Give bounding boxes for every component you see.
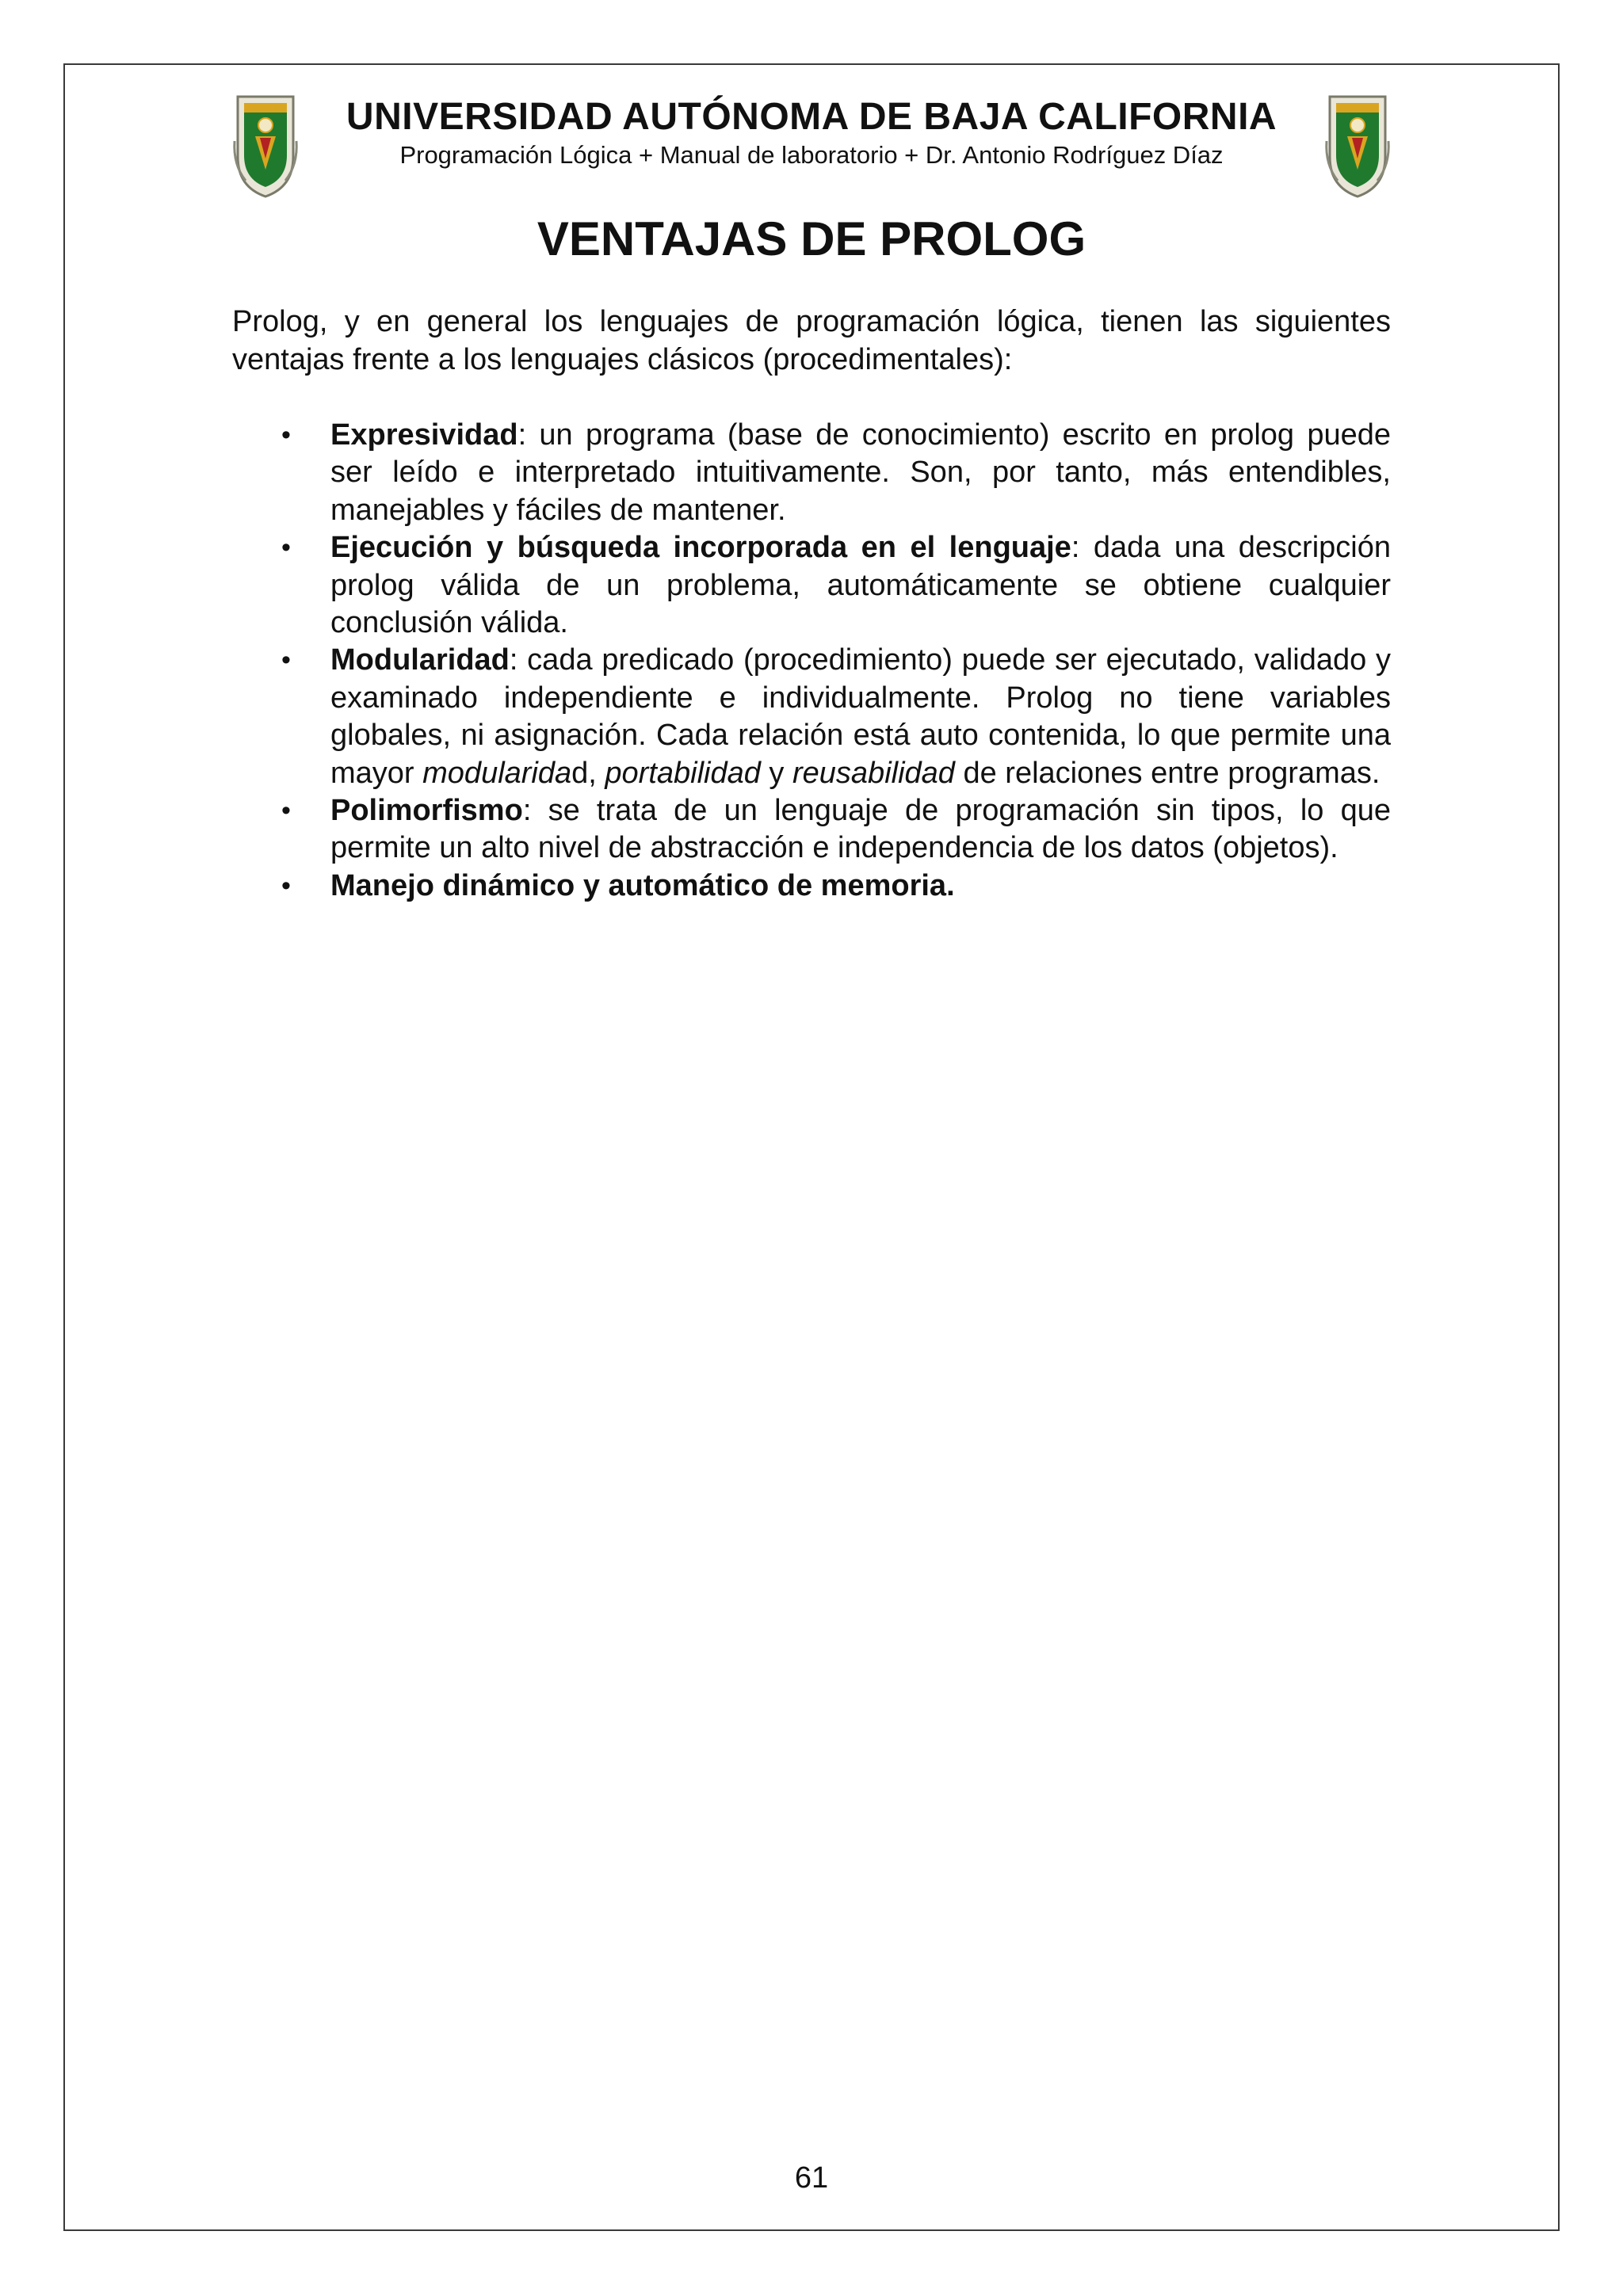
desc-modularidad-c: y: [760, 756, 792, 790]
page-title: VENTAJAS DE PROLOG: [537, 212, 1086, 265]
desc-modularidad-a: : cada predicado (procedimiento) puede ser ejecutado, validado y examinado independiente e individualmente. Prolog no tiene variables globales, ni asignación. Cada relación está auto contenida, lo que permite una mayor: [330, 643, 1391, 790]
desc-ejecucion: : dada una descripción prolog válida de un problema, automáticamente se obtiene cualquier conclusión válida.: [330, 531, 1392, 640]
page-number: 61: [794, 2161, 829, 2195]
header-subtitle: Programación Lógica + Manual de laboratorio + Dr. Antonio Rodríguez Díaz: [399, 141, 1224, 169]
term-modularidad: Modularidad: [330, 643, 510, 677]
term-ejecucion: Ejecución y búsqueda incorporada en el lenguaje: [330, 531, 1071, 565]
desc-modularidad-b: d,: [571, 756, 605, 790]
list-item-polimorfismo: [232, 792, 1391, 868]
bullet: •: [281, 532, 291, 563]
term-memoria: Manejo dinámico y automático de memoria.: [330, 868, 955, 902]
intro-paragraph: Prolog, y en general los lenguajes de programación lógica, tienen las siguientes ventajas frente a los lenguajes clásicos (procedimentales):: [232, 305, 1391, 376]
university-seal-icon: [1323, 93, 1392, 200]
em-portabilidad: portabilidad: [605, 756, 761, 790]
university-name: UNIVERSIDAD AUTÓNOMA DE BAJA CALIFORNIA: [346, 96, 1277, 138]
bullet: •: [281, 420, 291, 450]
advantages-list: [232, 417, 1391, 905]
list-item-expresividad: [232, 417, 1391, 529]
list-item-ejecucion: [232, 529, 1391, 642]
bullet: •: [281, 645, 291, 676]
university-seal-icon: [231, 93, 300, 200]
bullet: •: [281, 795, 291, 826]
term-expresividad: Expresividad: [330, 418, 518, 452]
bullet: •: [281, 870, 291, 901]
em-modularidad: modularida: [422, 756, 572, 790]
list-item-modularidad: [232, 642, 1391, 792]
desc-polimorfismo: : se trata de un lenguaje de programación sin tipos, lo que permite un alto nivel de abstracción e independencia de los datos (objetos).: [330, 794, 1391, 865]
desc-modularidad-d: de relaciones entre programas.: [954, 756, 1381, 790]
em-reusabilidad: reusabilidad: [792, 756, 955, 790]
term-polimorfismo: Polimorfismo: [330, 794, 523, 828]
desc-expresividad: : un programa (base de conocimiento) escrito en prolog puede ser leído e interpretado intuitivamente. Son, por tanto, más entendibles, manejables y fáciles de mantener.: [330, 418, 1391, 527]
list-item-memoria: [232, 868, 1391, 905]
page-border: [63, 63, 1560, 2231]
